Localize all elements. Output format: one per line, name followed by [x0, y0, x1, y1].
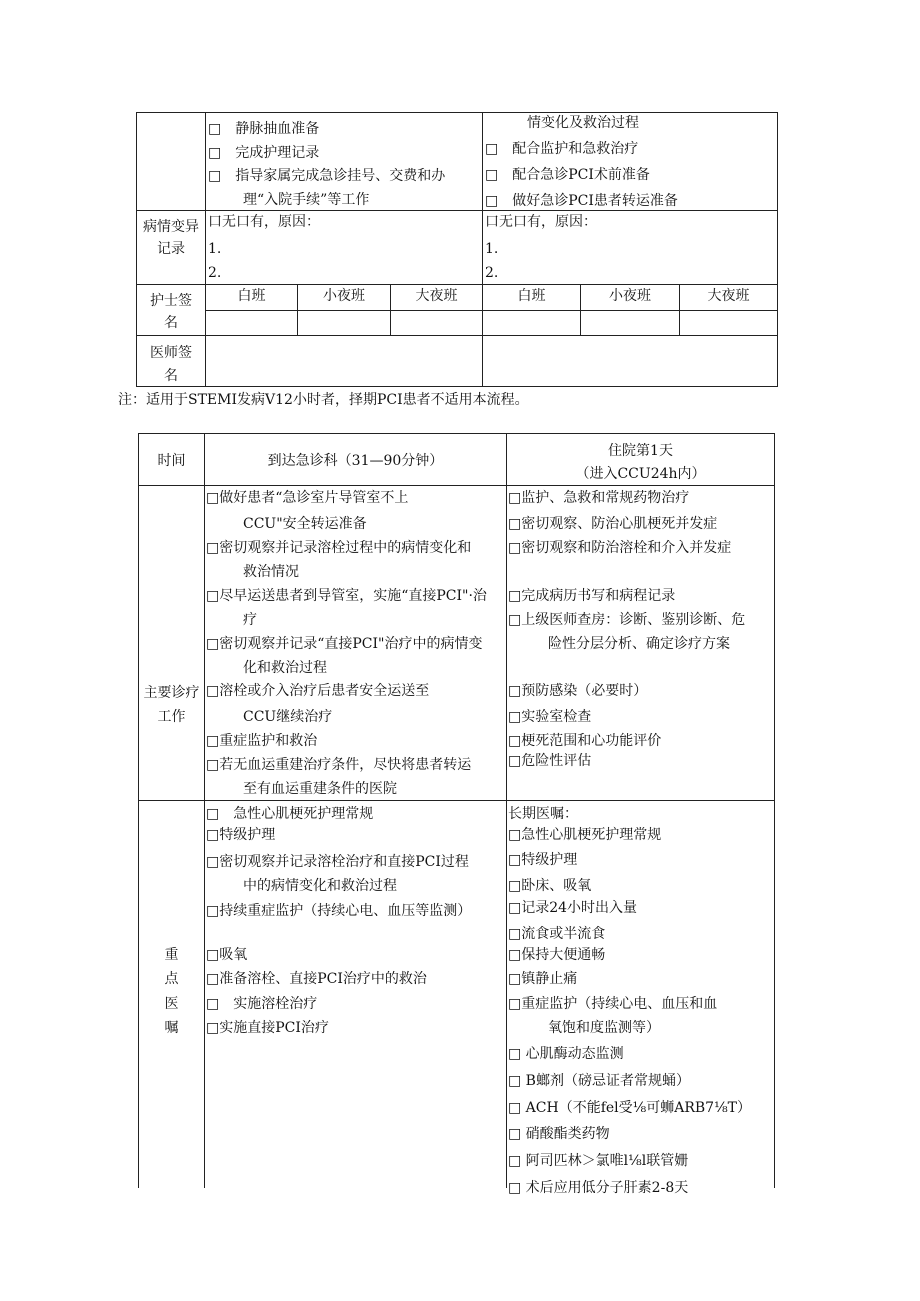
checklist-item: □预防感染（必要时） — [508, 683, 648, 699]
checklist-item-continued: 险性分层分析、确定诊疗方案 — [548, 636, 730, 652]
checklist-item-continued: 至有血运重建条件的医院 — [243, 781, 397, 797]
shift-header: 小夜班 — [323, 288, 365, 304]
checklist-item: □实验室检查 — [508, 709, 592, 725]
variation-field: 口无口有，原因： — [208, 214, 320, 230]
checklist-item: □重症监护和救治 — [206, 733, 318, 749]
checklist-item: □ 做好急诊PCI患者转运准备 — [485, 193, 678, 209]
order-item: □镇静止痛 — [508, 971, 578, 987]
order-item: □ 硝酸酯类药物 — [508, 1126, 610, 1142]
checklist-item: □危险性评估 — [508, 753, 592, 769]
checklist-item: □密切观察并记录溶栓过程中的病情变化和 — [206, 540, 472, 556]
checklist-item-continued: 救治情况 — [243, 564, 299, 580]
order-item: □特级护理 — [206, 827, 276, 843]
checklist-item: □上级医师查房：诊断、鉴别诊断、危 — [508, 612, 746, 628]
header-day1: 住院第1天 — [608, 443, 673, 459]
order-item: □实施直接PCI治疗 — [206, 1020, 329, 1036]
header-time: 时间 — [157, 453, 186, 469]
checklist-item: □ 配合急诊PCI术前准备 — [485, 167, 650, 183]
checklist-item-continued: CCU继续治疗 — [243, 709, 333, 725]
nurse-sign-label: 护士签 — [150, 293, 192, 309]
checklist-item: □ 完成护理记录 — [208, 145, 320, 161]
continued-text: 情变化及救治过程 — [527, 115, 639, 131]
main-work-label: 工作 — [157, 709, 186, 725]
checklist-item-continued: CCU"安全转运准备 — [243, 516, 367, 532]
order-item: □记录24小时出入量 — [508, 900, 638, 916]
variation-field: 1. — [208, 241, 222, 257]
order-item: □ ACH（不能fel受⅛可蛳ARB7⅛T） — [508, 1100, 751, 1116]
order-item-continued: 氧饱和度监测等） — [548, 1020, 660, 1036]
order-section-title: 长期医嘱： — [508, 806, 578, 822]
nurse-sign-label: 名 — [164, 315, 178, 331]
checklist-item: □ 配合监护和急救治疗 — [485, 141, 639, 157]
order-item: □密切观察并记录溶栓治疗和直接PCI过程 — [206, 854, 469, 870]
shift-header: 小夜班 — [609, 288, 651, 304]
order-item: □流食或半流食 — [508, 926, 606, 942]
variation-field: 2. — [208, 265, 222, 281]
order-item: □卧床、吸氧 — [508, 878, 592, 894]
doctor-sign-label: 名 — [164, 368, 178, 384]
variation-label: 病情变异 — [143, 219, 199, 235]
checklist-item: □密切观察、防治心肌梗死并发症 — [508, 516, 718, 532]
variation-field: 1. — [485, 241, 499, 257]
key-orders-label: 点 — [164, 971, 179, 987]
checklist-item: □ 静脉抽血准备 — [208, 121, 320, 137]
order-item: □重症监护（持续心电、血压和血 — [508, 996, 718, 1012]
shift-header: 大夜班 — [707, 288, 750, 304]
checklist-item: □密切观察和防治溶栓和介入并发症 — [508, 540, 732, 556]
order-item: □保持大便通畅 — [508, 947, 606, 963]
shift-header: 白班 — [517, 288, 546, 304]
shift-header: 大夜班 — [415, 288, 458, 304]
variation-field: 口无口有，原因： — [485, 214, 597, 230]
checklist-item: □监护、急救和常规药物治疗 — [508, 490, 690, 506]
order-item: □ 心肌酶动态监测 — [508, 1046, 624, 1062]
checklist-item: □溶栓或介入治疗后患者安全运送至 — [206, 683, 430, 699]
key-orders-label: 嘱 — [164, 1020, 179, 1036]
order-item: □ 急性心肌梗死护理常规 — [206, 806, 374, 822]
order-item: □吸氧 — [206, 947, 248, 963]
header-er-arrival: 到达急诊科（31—90分钟） — [267, 453, 444, 469]
doctor-sign-label: 医师签 — [150, 345, 192, 361]
order-item: □急性心肌梗死护理常规 — [508, 827, 662, 843]
checklist-item-continued: 化和救治过程 — [243, 660, 327, 676]
order-item: □ 术后应用低分子肝素2-8天 — [508, 1180, 689, 1196]
footnote: 注：适用于STEMI发病V12小时者，择期PCI患者不适用本流程。 — [118, 392, 529, 408]
header-day1-sub: （进入CCU24h内） — [575, 466, 706, 482]
clipped-row — [507, 1172, 773, 1196]
order-item: □ 实施溶栓治疗 — [206, 996, 318, 1012]
key-orders-label: 医 — [164, 996, 179, 1012]
checklist-item-continued: 疗 — [243, 612, 257, 628]
checklist-item: □若无血运重建治疗条件，尽快将患者转运 — [206, 757, 472, 773]
checklist-item: □做好患者“急诊室片导管室不上 — [206, 490, 409, 506]
order-item: □准备溶栓、直接PCI治疗中的救治 — [206, 971, 427, 987]
variation-label: 记录 — [157, 241, 185, 257]
checklist-item-continued: 理“入院手续”等工作 — [243, 192, 370, 208]
main-work-label: 主要诊疗 — [143, 685, 200, 701]
variation-field: 2. — [485, 265, 499, 281]
order-item: □特级护理 — [508, 852, 578, 868]
checklist-item: □ 指导家属完成急诊挂号、交费和办 — [208, 168, 446, 184]
checklist-item: □密切观察并记录“直接PCI"治疗中的病情变 — [206, 636, 483, 652]
order-item-continued: 中的病情变化和救治过程 — [243, 878, 397, 894]
checklist-item: □梗死范围和心功能评价 — [508, 733, 662, 749]
key-orders-label: 重 — [164, 947, 179, 963]
order-item: □ B螂剂（磅忌证者常规蛹） — [508, 1073, 690, 1089]
checklist-item: □尽早运送患者到导管室，实施“直接PCI"·治 — [206, 588, 487, 604]
order-item: □ 阿司匹林＞氯唯l⅛l联管姗 — [508, 1153, 689, 1169]
shift-header: 白班 — [237, 288, 266, 304]
order-item: □持续重症监护（持续心电、血压等监测） — [206, 903, 472, 919]
checklist-item: □完成病历书写和病程记录 — [508, 588, 676, 604]
